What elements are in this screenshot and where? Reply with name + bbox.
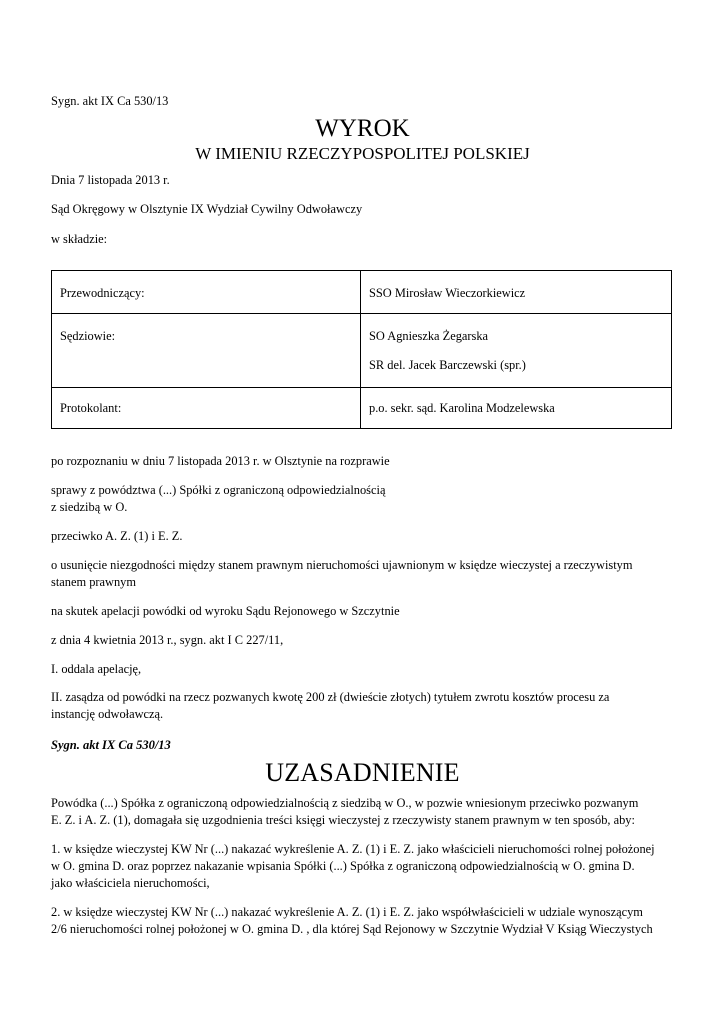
justification-title: UZASADNIENIE — [265, 758, 460, 787]
table-row — [52, 388, 672, 429]
ruling-point-2-line-2: instancję odwoławczą. — [51, 707, 164, 721]
hearing-paragraph: po rozpoznaniu w dniu 7 listopada 2013 r. w Olsztynie na rozprawie — [51, 454, 390, 468]
table-row — [52, 314, 672, 388]
subject-paragraph-line-2: stanem prawnym — [51, 575, 136, 589]
justification-p3-line-2: 2/6 nieruchomości rolnej położonej w O. gmina D. , dla której Sąd Rejonowy w Szczytnie Wydział V Ksiąg Wieczystych — [51, 922, 653, 936]
table-cell-value — [361, 271, 672, 314]
judgment-date: Dnia 7 listopada 2013 r. — [51, 173, 170, 187]
justification-p2-line-3: jako właściciela nieruchomości, — [51, 876, 210, 890]
table-cell-value — [361, 388, 672, 429]
justification-p3-line-1: 2. w księdze wieczystej KW Nr (...) nakazać wykreślenie A. Z. (1) i E. Z. jako współwłaścicieli w udziale wynoszącym — [51, 905, 643, 919]
justification-p1-line-2: E. Z. i A. Z. (1), domagała się uzgodnienia treści księgi wieczystej z rzeczywisty stanem prawnym w ten sposób, aby: — [51, 813, 635, 827]
chair-name: SSO Mirosław Wieczorkiewicz — [369, 286, 526, 300]
composition-table — [51, 270, 672, 429]
justification-p2-line-1: 1. w księdze wieczystej KW Nr (...) nakazać wykreślenie A. Z. (1) i E. Z. jako właścicieli nieruchomości rolnej położonej — [51, 842, 655, 856]
justification-signature: Sygn. akt IX Ca 530/13 — [51, 738, 171, 752]
row-label-judges: Sędziowie: — [60, 329, 116, 343]
case-paragraph-line-1: sprawy z powództwa (...) Spółki z ograniczoną odpowiedzialnością — [51, 483, 386, 497]
justification-p1-line-1: Powódka (...) Spółka z ograniczoną odpowiedzialnością z siedzibą w O., w pozwie wniesionym przeciwko pozwanym — [51, 796, 639, 810]
court-name: Sąd Okręgowy w Olsztynie IX Wydział Cywilny Odwoławczy — [51, 202, 363, 216]
case-signature: Sygn. akt IX Ca 530/13 — [51, 94, 169, 108]
table-cell-label — [52, 314, 361, 388]
subject-paragraph-line-1: o usunięcie niezgodności między stanem prawnym nieruchomości ujawnionym w księdze wieczystej a rzeczywistym — [51, 558, 633, 572]
document-subtitle: W IMIENIU RZECZYPOSPOLITEJ POLSKIEJ — [195, 144, 530, 163]
judge-name-2: SR del. Jacek Barczewski (spr.) — [369, 358, 526, 372]
table-cell-label — [52, 388, 361, 429]
document-title: WYROK — [315, 115, 410, 142]
clerk-name: p.o. sekr. sąd. Karolina Modzelewska — [369, 401, 555, 415]
row-label-clerk: Protokolant: — [60, 401, 122, 415]
appealed-judgment-paragraph: z dnia 4 kwietnia 2013 r., sygn. akt I C 227/11, — [51, 633, 284, 647]
defendants-paragraph: przeciwko A. Z. (1) i E. Z. — [51, 529, 183, 543]
case-paragraph-line-2: z siedzibą w O. — [51, 500, 128, 514]
appeal-paragraph: na skutek apelacji powódki od wyroku Sądu Rejonowego w Szczytnie — [51, 604, 400, 618]
ruling-point-2-line-1: II. zasądza od powódki na rzecz pozwanych kwotę 200 zł (dwieście złotych) tytułem zwrotu kosztów procesu za — [51, 690, 610, 704]
ruling-point-1: I. oddala apelację, — [51, 662, 142, 676]
judge-name-1: SO Agnieszka Żegarska — [369, 329, 489, 343]
row-label-chair: Przewodniczący: — [60, 286, 145, 300]
composition-label: w składzie: — [51, 232, 108, 246]
table-cell-label — [52, 271, 361, 314]
table-row — [52, 271, 672, 314]
table-cell-value — [361, 314, 672, 388]
justification-p2-line-2: w O. gmina D. oraz poprzez nakazanie wpisania Spółki (...) Spółka z ograniczoną odpowiedzialnością w O. gmina D. — [51, 859, 635, 873]
